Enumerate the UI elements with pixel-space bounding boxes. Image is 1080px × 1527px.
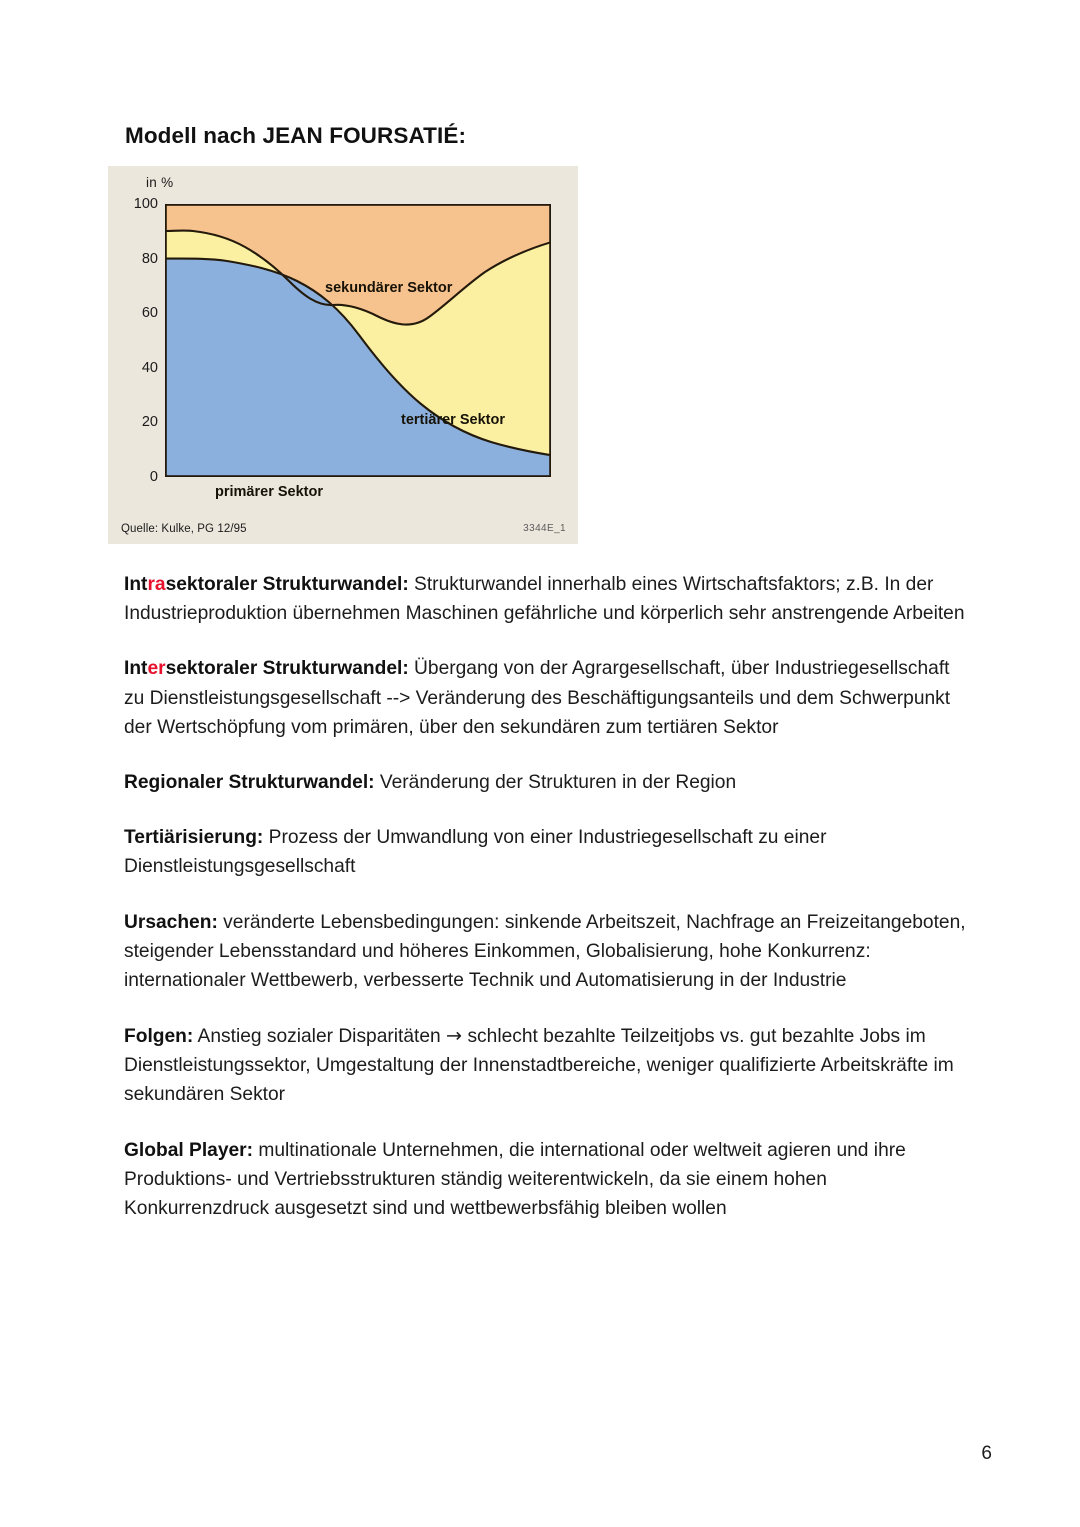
area-chart-plot bbox=[165, 204, 551, 500]
right-arrow-icon: → bbox=[446, 1024, 463, 1048]
body-intra: Strukturwandel innerhalb eines Wirtschaftsfaktors; z.B. In der Industrieproduktion übernehmen Maschinen gefährliche und körperlich sehr anstrengende Arbeiten bbox=[124, 574, 965, 625]
label-tertiary-sector: tertiärer Sektor bbox=[401, 412, 505, 428]
body-inter: Übergang von der Agrargesellschaft, über Industriegesellschaft zu Dienstleistungsgesellschaft --> Veränderung des Beschäftigungsanteils und dem Schwerpunkt der Wertschöpfung vom primären, über den sekundären zum tertiären Sektor bbox=[124, 658, 951, 738]
body-tertiaerisierung: Prozess der Umwandlung von einer Industriegesellschaft zu einer Dienstleistungsgesellschaft bbox=[124, 827, 827, 878]
page-number: 6 bbox=[981, 1443, 992, 1464]
y-tick-0: 0 bbox=[149, 468, 158, 485]
lead-ursachen: Ursachen: bbox=[124, 911, 218, 933]
paragraph-tertiaerisierung bbox=[124, 823, 972, 881]
three-sector-model-figure bbox=[108, 166, 578, 544]
body-regionaler: Veränderung der Strukturen in der Region bbox=[374, 771, 737, 793]
figure-source: Quelle: Kulke, PG 12/95 bbox=[121, 523, 247, 535]
body-text bbox=[124, 570, 972, 1223]
y-axis-tick-labels bbox=[108, 195, 158, 485]
lead-folgen: Folgen: bbox=[124, 1026, 194, 1048]
y-tick-100: 100 bbox=[133, 195, 158, 212]
lead-global-player: Global Player: bbox=[124, 1139, 254, 1161]
lead-intra-post: sektoraler Strukturwandel: bbox=[165, 574, 409, 595]
label-primary-sector: primärer Sektor bbox=[215, 484, 323, 500]
lead-intra-pre: Int bbox=[124, 574, 148, 595]
body-folgen-after: schlecht bezahlte Teilzeitjobs vs. gut bezahlte Jobs im Dienstleistungssektor, Umgestaltung der Innenstadtbereiche, weniger qualifizierte Arbeitskräfte im sekundären Sektor bbox=[124, 1026, 954, 1106]
paragraph-intrasektoraler bbox=[124, 570, 972, 628]
lead-inter-pre: Int bbox=[124, 658, 148, 680]
paragraph-intersektoraler bbox=[124, 654, 972, 742]
paragraph-global-player bbox=[124, 1136, 972, 1224]
lead-inter-post: sektoraler Strukturwandel: bbox=[165, 658, 409, 680]
paragraph-regionaler bbox=[124, 768, 972, 797]
lead-inter-accent: er bbox=[147, 658, 166, 680]
label-secondary-sector: sekundärer Sektor bbox=[325, 280, 453, 296]
lead-regionaler: Regionaler Strukturwandel: bbox=[124, 771, 375, 793]
lead-tertiaerisierung: Tertiärisierung: bbox=[124, 827, 264, 849]
figure-code: 3344E_1 bbox=[523, 523, 566, 534]
body-global-player: multinationale Unternehmen, die international oder weltweit agieren und ihre Produktions- und Vertriebsstrukturen ständig weiterentwickeln, da sie einem hohen Konkurrenzdruck ausgesetzt sind und wettbewerbsfähig bleiben wollen bbox=[124, 1139, 906, 1219]
y-tick-80: 80 bbox=[141, 250, 158, 267]
y-axis-title: in % bbox=[146, 175, 174, 190]
lead-intra-accent: ra bbox=[147, 574, 166, 595]
page-title: Modell nach JEAN FOURSATIÉ: bbox=[125, 123, 467, 148]
y-tick-60: 60 bbox=[141, 304, 158, 321]
paragraph-folgen bbox=[124, 1021, 972, 1110]
body-ursachen: veränderte Lebensbedingungen: sinkende Arbeitszeit, Nachfrage an Freizeitangeboten, steigender Lebensstandard und höheres Einkommen, Globalisierung, hohe Konkurrenz: internationaler Wettbewerb, verbesserte Technik und Automatisierung in der Industrie bbox=[124, 911, 966, 991]
paragraph-ursachen bbox=[124, 908, 972, 996]
y-tick-40: 40 bbox=[141, 359, 158, 376]
body-folgen-before: Anstieg sozialer Disparitäten bbox=[193, 1026, 447, 1048]
y-tick-20: 20 bbox=[141, 414, 158, 431]
